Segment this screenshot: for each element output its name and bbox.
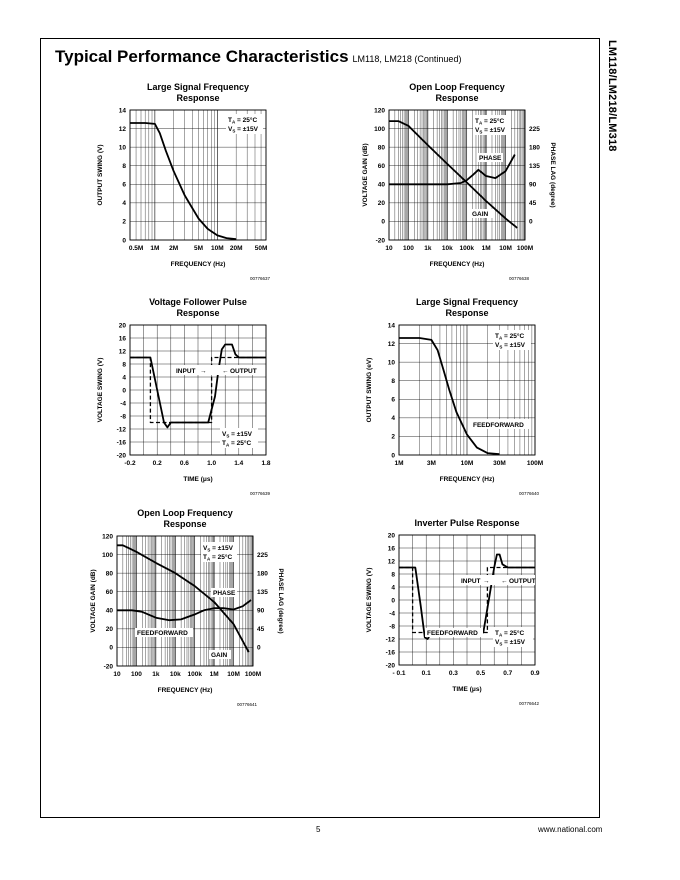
y2-tick-label: 180	[257, 570, 268, 578]
x-tick-label: 100M	[244, 671, 262, 678]
x-axis-label: FREQUENCY (Hz)	[157, 687, 213, 694]
chart-id: 00776638	[508, 276, 529, 281]
y-tick-label: 0	[391, 597, 395, 605]
annotation-supply-sub: S	[226, 433, 230, 439]
annotation-output: OUTPUT	[230, 368, 257, 375]
y-tick-label: 0	[122, 237, 126, 245]
chart-title-line: Large Signal Frequency	[415, 297, 519, 307]
y-tick-label: 60	[377, 163, 385, 171]
annotation-supply-rest: = ±15V	[229, 431, 252, 438]
x-tick-label: 10M	[499, 245, 512, 252]
y2-tick-label: 180	[529, 144, 540, 152]
y-tick-label: 80	[377, 144, 385, 152]
chart-6	[362, 510, 592, 740]
x-tick-label: 10	[113, 671, 121, 678]
x-tick-label: 0.5M	[128, 245, 144, 252]
y-tick-label: -20	[116, 452, 126, 460]
y-tick-label: 4	[391, 415, 395, 423]
chart-id: 00776641	[236, 702, 257, 707]
x-tick-label: 2M	[169, 245, 179, 252]
y-tick-label: 120	[102, 533, 113, 541]
x-tick-label: 0.3	[448, 670, 458, 677]
x-tick-label: 50M	[254, 245, 268, 252]
x-tick-label: 10M	[211, 245, 224, 252]
chart-title-line: Open Loop Frequency	[137, 508, 233, 518]
y2-tick-label: 45	[257, 626, 265, 634]
y-tick-label: 40	[105, 607, 113, 615]
y-axis-label: VOLTAGE GAIN (dB)	[362, 143, 369, 207]
y-tick-label: 6	[391, 396, 395, 404]
y-tick-label: 100	[102, 551, 113, 559]
y2-tick-label: 90	[529, 181, 537, 189]
chart-3-group	[97, 297, 271, 496]
x-tick-label: 1M	[150, 245, 160, 252]
annotation-gain: GAIN	[211, 652, 228, 659]
chart-title-line: Response	[176, 93, 220, 103]
x-tick-label: 5M	[194, 245, 204, 252]
footer-url: www.national.com	[538, 825, 603, 834]
y-tick-label: 12	[118, 348, 126, 356]
y-axis-label: VOLTAGE SWING (V)	[97, 357, 104, 423]
y-tick-label: 2	[122, 218, 126, 226]
y-tick-label: 6	[122, 181, 126, 189]
x-tick-label: -0.2	[124, 460, 136, 467]
annotation-supply: $V_S = \pm 15V$	[228, 126, 258, 134]
y2-tick-label: 0	[529, 218, 533, 226]
chart-4	[362, 285, 592, 515]
y-tick-label: 20	[105, 626, 113, 634]
x-tick-label: 100k	[187, 671, 202, 678]
y-tick-label: 12	[387, 340, 395, 348]
y-tick-label: 20	[377, 200, 385, 208]
annotation-supply-sub: S	[207, 547, 211, 553]
annotation-temp-sub: A	[498, 335, 503, 341]
x-tick-label: 0.9	[530, 670, 540, 677]
y-tick-label: -8	[120, 413, 126, 421]
arrow-icon: →	[483, 578, 490, 585]
y-tick-label: 0	[109, 644, 113, 652]
x-tick-label: 100M	[526, 460, 544, 467]
side-title: LM118/LM218/LM318	[606, 40, 618, 152]
chart-id: 00776639	[249, 491, 270, 496]
x-tick-label: 100	[130, 671, 142, 678]
annotation-temp: $T_A = 25^\circ C$	[475, 118, 505, 126]
chart-id: 00776640	[518, 491, 539, 496]
annotation-supply-rest: = ±15V	[235, 126, 258, 133]
y-axis-label: OUTPUT SWING (V)	[97, 144, 104, 206]
y-tick-label: 8	[391, 378, 395, 386]
y2-tick-label: 225	[257, 551, 268, 559]
y-tick-label: 4	[122, 374, 126, 382]
annotation-supply-sub: S	[479, 129, 483, 135]
series-line-data	[399, 338, 499, 454]
y-tick-label: 4	[122, 200, 126, 208]
chart-3	[90, 285, 320, 515]
chart-title-line: Voltage Follower Pulse	[149, 297, 247, 307]
x-tick-label: 3M	[426, 460, 436, 467]
y2-tick-label: 0	[257, 644, 261, 652]
y-axis-label: VOLTAGE GAIN (dB)	[90, 569, 97, 633]
annotation-temp-sub: A	[478, 120, 483, 126]
x-tick-label: 100M	[516, 245, 534, 252]
annotation-temp-rest: = 25°C	[235, 117, 258, 124]
chart-5-group	[90, 508, 284, 707]
annotation-phase: PHASE	[479, 155, 502, 162]
annotation-phase: PHASE	[213, 590, 236, 597]
y-tick-label: -4	[389, 610, 395, 618]
annotation-temp: $T_A = 25^\circ C$	[495, 333, 525, 341]
annotation-temp: $T_A = 25^\circ C$	[495, 630, 525, 638]
annotation-temp: $T_A = 25^\circ C$	[222, 440, 252, 448]
y-tick-label: -16	[385, 649, 395, 657]
x-tick-label: - 0.1	[392, 670, 406, 677]
x-tick-label: 30M	[493, 460, 506, 467]
chart-5	[90, 498, 320, 728]
x-axis-label: TIME (μs)	[183, 476, 213, 483]
annotation-temp-rest: = 25°C	[502, 333, 525, 340]
y-tick-label: 10	[387, 359, 395, 367]
chart-title-line: Response	[176, 308, 220, 318]
annotation-temp-sub: A	[231, 119, 236, 125]
y-axis-label: VOLTAGE SWING (V)	[366, 567, 373, 633]
x-axis-label: TIME (μs)	[452, 686, 482, 693]
annotation-temp-sub: A	[225, 442, 230, 448]
x-axis-label: FREQUENCY (Hz)	[439, 476, 495, 483]
annotation-supply: $V_S = \pm 15V$	[495, 639, 525, 647]
y-tick-label: 2	[391, 433, 395, 441]
chart-id: 00776642	[518, 701, 539, 706]
annotation-feedforward: FEEDFORWARD	[137, 630, 188, 637]
annotation-supply-rest: = ±15V	[210, 545, 233, 552]
y-tick-label: 16	[118, 335, 126, 343]
y-tick-label: -12	[116, 426, 126, 434]
y-tick-label: 0	[381, 218, 385, 226]
y-tick-label: 10	[118, 144, 126, 152]
x-axis-label: FREQUENCY (Hz)	[170, 261, 226, 268]
annotation-supply: $V_S = \pm 15V$	[222, 431, 252, 439]
y-tick-label: -20	[385, 662, 395, 670]
chart-title-line: Inverter Pulse Response	[414, 518, 520, 528]
x-tick-label: 0.5	[476, 670, 486, 677]
y-tick-label: 100	[374, 125, 385, 133]
y-tick-label: 80	[105, 570, 113, 578]
x-tick-label: 10M	[227, 671, 240, 678]
annotation-feedforward: FEEDFORWARD	[473, 422, 524, 429]
annotation-feedforward: FEEDFORWARD	[427, 630, 478, 637]
annotation-gain: GAIN	[472, 211, 489, 218]
x-tick-label: 0.1	[421, 670, 431, 677]
annotation-supply-sub: S	[232, 128, 236, 134]
series-line-data	[130, 123, 236, 239]
annotation-temp-sub: A	[206, 556, 211, 562]
y2-axis-label: PHASE LAG (degree)	[549, 142, 556, 208]
y2-tick-label: 135	[529, 163, 540, 171]
x-tick-label: 1.4	[234, 460, 244, 467]
x-tick-label: 1k	[152, 671, 160, 678]
x-tick-label: 1M	[394, 460, 404, 467]
y-tick-label: -4	[120, 400, 126, 408]
y-tick-label: 16	[387, 545, 395, 553]
x-tick-label: 0.6	[179, 460, 189, 467]
annotation-input: INPUT	[176, 368, 196, 375]
annotation-supply-sub: S	[499, 641, 503, 647]
x-tick-label: 10	[385, 245, 393, 252]
annotation-supply-sub: S	[499, 344, 503, 350]
y2-tick-label: 225	[529, 125, 540, 133]
x-tick-label: 100k	[459, 245, 474, 252]
x-tick-label: 20M	[229, 245, 243, 252]
y-tick-label: 14	[387, 322, 395, 330]
annotation-temp: $T_A = 25^\circ C$	[228, 117, 258, 125]
section-subtitle: LM118, LM218 (Continued)	[352, 54, 462, 64]
annotation-supply-rest: = ±15V	[502, 342, 525, 349]
chart-title-line: Large Signal Frequency	[146, 82, 250, 92]
x-tick-label: 1k	[424, 245, 432, 252]
y-tick-label: 12	[118, 125, 126, 133]
chart-4-group	[366, 297, 543, 496]
annotation-temp-sub: A	[498, 632, 503, 638]
page-number: 5	[316, 825, 321, 834]
x-tick-label: 1.0	[207, 460, 217, 467]
y-tick-label: -16	[116, 439, 126, 447]
y-tick-label: 20	[387, 532, 395, 540]
annotation-temp-rest: = 25°C	[502, 630, 525, 637]
chart-6-group	[366, 518, 540, 706]
y-tick-label: 20	[118, 322, 126, 330]
y-tick-label: 0	[391, 452, 395, 460]
y-tick-label: 14	[118, 107, 126, 115]
chart-1-group	[97, 82, 270, 281]
chart-title-line: Response	[435, 93, 479, 103]
annotation-temp-rest: = 25°C	[210, 554, 233, 561]
chart-2-group	[362, 82, 556, 281]
y-tick-label: -8	[389, 623, 395, 631]
y-tick-label: 0	[122, 387, 126, 395]
y2-tick-label: 135	[257, 589, 268, 597]
chart-1	[90, 70, 320, 300]
x-tick-label: 1.8	[261, 460, 271, 467]
y-tick-label: 40	[377, 181, 385, 189]
chart-title-line: Response	[163, 519, 207, 529]
y2-axis-label: PHASE LAG (degree)	[277, 568, 284, 634]
annotation-input: INPUT	[461, 578, 481, 585]
y2-tick-label: 90	[257, 607, 265, 615]
annotation-temp-rest: = 25°C	[482, 118, 505, 125]
y-tick-label: 8	[122, 163, 126, 171]
y-tick-label: -12	[385, 636, 395, 644]
annotation-supply: $V_S = \pm 15V$	[495, 342, 525, 350]
arrow-icon: ←	[501, 578, 508, 585]
y-axis-label: OUTPUT SWING (eV)	[366, 357, 373, 423]
x-tick-label: 10M	[460, 460, 474, 467]
y-tick-label: 12	[387, 558, 395, 566]
y-tick-label: -20	[103, 663, 113, 671]
annotation-temp-rest: = 25°C	[229, 440, 252, 447]
x-tick-label: 0.7	[503, 670, 513, 677]
y-tick-label: 8	[122, 361, 126, 369]
y2-tick-label: 45	[529, 200, 537, 208]
y-tick-label: -20	[375, 237, 385, 245]
chart-title-line: Open Loop Frequency	[409, 82, 505, 92]
y-tick-label: 120	[374, 107, 385, 115]
x-tick-label: 1M	[481, 245, 491, 252]
chart-2	[362, 70, 592, 300]
section-header	[55, 47, 461, 67]
y-tick-label: 8	[391, 571, 395, 579]
annotation-supply: $V_S = \pm 15V$	[475, 127, 505, 135]
x-tick-label: 10k	[169, 671, 181, 678]
annotation-output: OUTPUT	[509, 578, 536, 585]
y-tick-label: 4	[391, 584, 395, 592]
annotation-supply-rest: = ±15V	[502, 639, 525, 646]
x-tick-label: 10k	[441, 245, 453, 252]
x-tick-label: 0.2	[152, 460, 162, 467]
x-axis-label: FREQUENCY (Hz)	[429, 261, 485, 268]
arrow-icon: →	[200, 368, 207, 375]
y-tick-label: 60	[105, 589, 113, 597]
annotation-temp: $T_A = 25^\circ C$	[203, 554, 233, 562]
x-tick-label: 1M	[209, 671, 219, 678]
section-title: Typical Performance Characteristics	[55, 47, 349, 66]
arrow-icon: ←	[222, 368, 229, 375]
chart-title-line: Response	[445, 308, 489, 318]
x-tick-label: 100	[402, 245, 414, 252]
chart-id: 00776637	[249, 276, 270, 281]
annotation-supply-rest: = ±15V	[482, 127, 505, 134]
annotation-supply: $V_S = \pm 15V$	[203, 545, 233, 553]
